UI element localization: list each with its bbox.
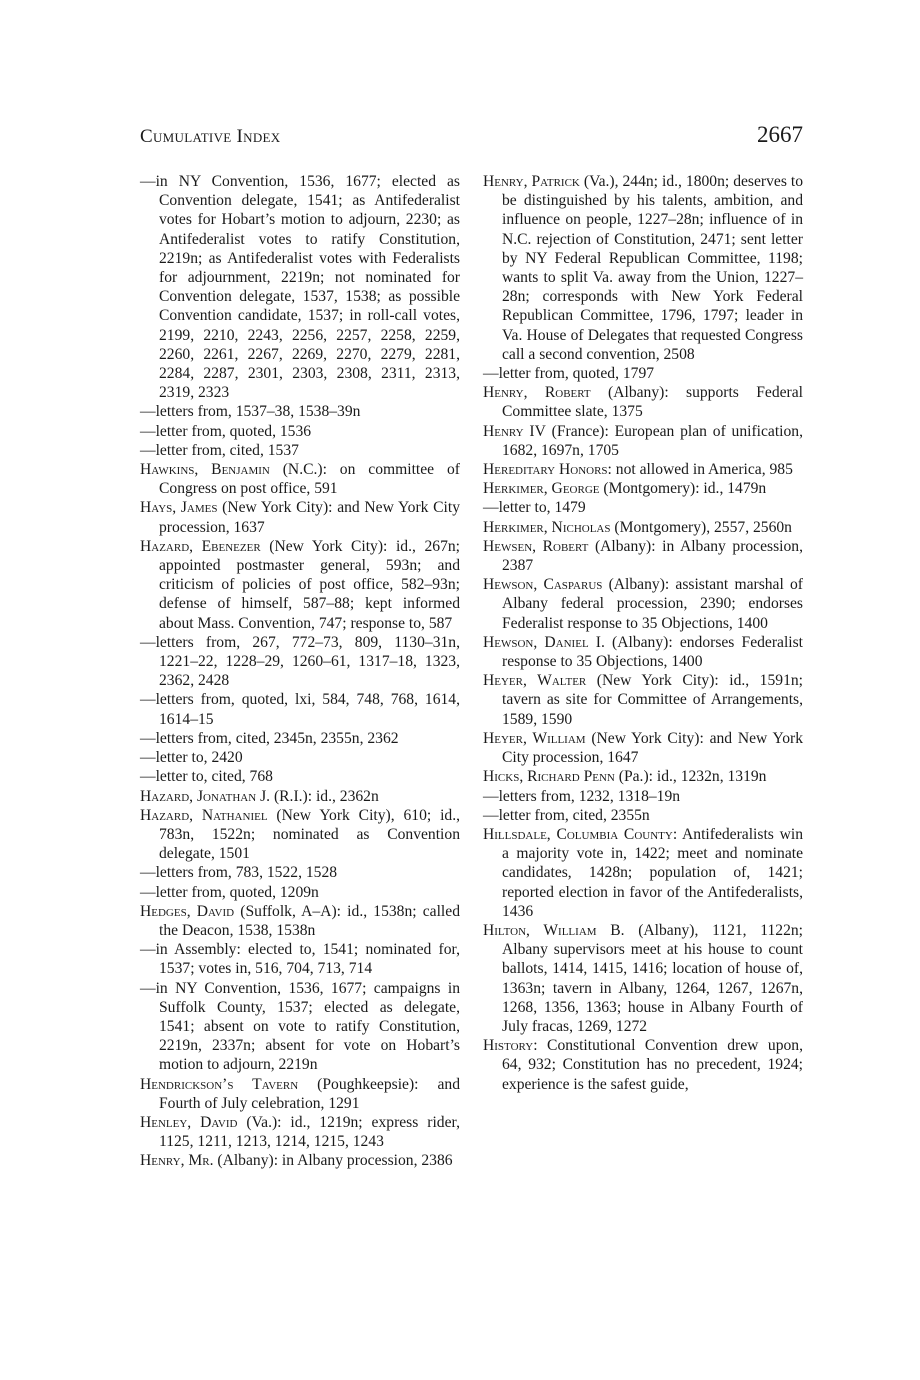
index-entry: —letters from, 1232, 1318–19n — [483, 787, 681, 805]
index-entry: Hazard, Ebenezer (New York City): id., 267n; appointed postmaster general, 593n; and criticism of policies of post office, 582–93n; defense of himself, 587–88; kept informed about Mass. Convention, 747; response to, 587 — [140, 537, 461, 632]
page-header — [140, 118, 803, 154]
index-entry: Hilton, William B. (Albany), 1121, 1122n; Albany supervisors meet at his house to count ballots, 1414, 1415, 1416; location of house of, 1363n; tavern in Albany, 1264, 1267, 1267n, 1268, 1356, 1363; house in Albany Fourth of July fracas, 1269, 1272 — [483, 921, 803, 1035]
index-entry: —letters from, 1537–38, 1538–39n — [140, 403, 361, 421]
index-entry: Herkimer, George (Montgomery): id., 1479n — [483, 480, 767, 498]
index-entry: —letters from, 783, 1522, 1528 — [140, 864, 338, 882]
index-entry: —letter from, quoted, 1209n — [140, 883, 319, 901]
index-entry: —letter from, quoted, 1797 — [483, 365, 655, 383]
index-entry: Henry IV (France): European plan of unification, 1682, 1697n, 1705 — [483, 422, 803, 459]
index-entry: Hewsen, Robert (Albany): in Albany procession, 2387 — [483, 537, 803, 575]
index-entry: Henry, Robert (Albany): supports Federal Committee slate, 1375 — [483, 384, 803, 421]
index-entry: —letter to, 1479 — [483, 499, 586, 517]
index-entry: —in Assembly: elected to, 1541; nominated for, 1537; votes in, 516, 704, 713, 714 — [140, 941, 460, 978]
index-entry: —letters from, quoted, lxi, 584, 748, 768, 1614, 1614–15 — [140, 691, 460, 728]
index-entry: Henry, Mr. (Albany): in Albany procession, 2386 — [140, 1152, 453, 1170]
index-entry: Hazard, Jonathan J. (R.I.): id., 2362n — [140, 787, 379, 805]
index-entry: Hewson, Daniel I. (Albany): endorses Federalist response to 35 Objections, 1400 — [483, 633, 804, 671]
index-entry: Hicks, Richard Penn (Pa.): id., 1232n, 1319n — [483, 768, 767, 786]
index-entry: —in NY Convention, 1536, 1677; campaigns in Suffolk County, 1537; elected as delegate, 1541; absent on vote to ratify Constitution, 2219n, 2337n; absent for vote on Hobart’s motion to adjourn, 2219n — [140, 979, 460, 1074]
index-entry: —in NY Convention, 1536, 1677; elected as Convention delegate, 1541; as Antifederalist votes for Hobart’s motion to adjourn, 2230; as Antifederalist votes to ratify Constitution, 2219n; as Antifederalist votes with Federalists for adjournment, 2219n; not nominated for Convention delegate, 1537, 1538; as possible Convention candidate, 1537; in roll-call votes, 2199, 2210, 2243, 2256, 2257, 2258, 2259, 2260, 2261, 2267, 2269, 2270, 2279, 2281, 2284, 2287, 2301, 2303, 2308, 2311, 2313, 2319, 2323 — [140, 173, 460, 402]
index-entry: Hazard, Nathaniel (New York City), 610; id., 783n, 1522n; nominated as Convention delegate, 1501 — [140, 806, 460, 863]
running-title: Cumulative Index — [140, 126, 281, 147]
index-entry: Hays, James (New York City): and New York City procession, 1637 — [140, 499, 460, 536]
index-column-left — [140, 172, 460, 1171]
index-entry: Hawkins, Benjamin (N.C.): on committee of Congress on post office, 591 — [140, 461, 460, 498]
index-entry: —letter from, cited, 2355n — [483, 806, 650, 824]
index-entry: Herkimer, Nicholas (Montgomery), 2557, 2560n — [483, 518, 792, 536]
index-entry: —letter to, 2420 — [140, 749, 243, 767]
index-entry: Heyer, Walter (New York City): id., 1591n; tavern as site for Committee of Arrangements, 1589, 1590 — [483, 672, 803, 728]
index-entry: —letters from, 267, 772–73, 809, 1130–31n, 1221–22, 1228–29, 1260–61, 1317–18, 1323, 2362, 2428 — [140, 633, 460, 690]
index-entry: Heyer, William (New York City): and New York City procession, 1647 — [483, 729, 803, 767]
index-entry: Hewson, Casparus (Albany): assistant marshal of Albany federal procession, 2390; endorses Federalist response to 35 Objections, 1400 — [483, 576, 804, 632]
index-entry: Hendrickson’s Tavern (Poughkeepsie): and Fourth of July celebration, 1291 — [140, 1075, 460, 1112]
index-entry: Henry, Patrick (Va.), 244n; id., 1800n; deserves to be distinguished by his talents, ambition, and influence on people, 1227–28n; influence of in N.C. rejection of Constitution, 2471; sent letter by NY Federal Republican Committee, 1198; wants to split Va. away from the Union, 1227–28n; corresponds with New York Federal Republican Committee, 1796, 1797; leader in Va. House of Delegates that requested Congress call a second convention, 2508 — [483, 173, 804, 363]
page-number: 2667 — [757, 122, 803, 147]
index-column-right — [483, 172, 803, 1094]
index-entry: —letter to, cited, 768 — [140, 768, 273, 786]
index-entry: —letter from, quoted, 1536 — [140, 422, 312, 440]
index-entry: Hillsdale, Columbia County: Antifederalists win a majority vote in, 1422; meet and nominate candidates, 1428n; population of, 1421; reported election in favor of the Antifederalists, 1436 — [483, 825, 803, 920]
index-entry: Hedges, David (Suffolk, A–A): id., 1538n; called the Deacon, 1538, 1538n — [140, 902, 460, 939]
index-entry: History: Constitutional Convention drew upon, 64, 932; Constitution has no precedent, 1924; experience is the safest guide, — [483, 1037, 803, 1093]
index-entry: —letter from, cited, 1537 — [140, 441, 299, 459]
index-entry: Hereditary Honors: not allowed in America, 985 — [483, 461, 793, 479]
index-entry: —letters from, cited, 2345n, 2355n, 2362 — [140, 729, 399, 747]
index-entry: Henley, David (Va.): id., 1219n; express rider, 1125, 1211, 1213, 1214, 1215, 1243 — [140, 1113, 460, 1151]
